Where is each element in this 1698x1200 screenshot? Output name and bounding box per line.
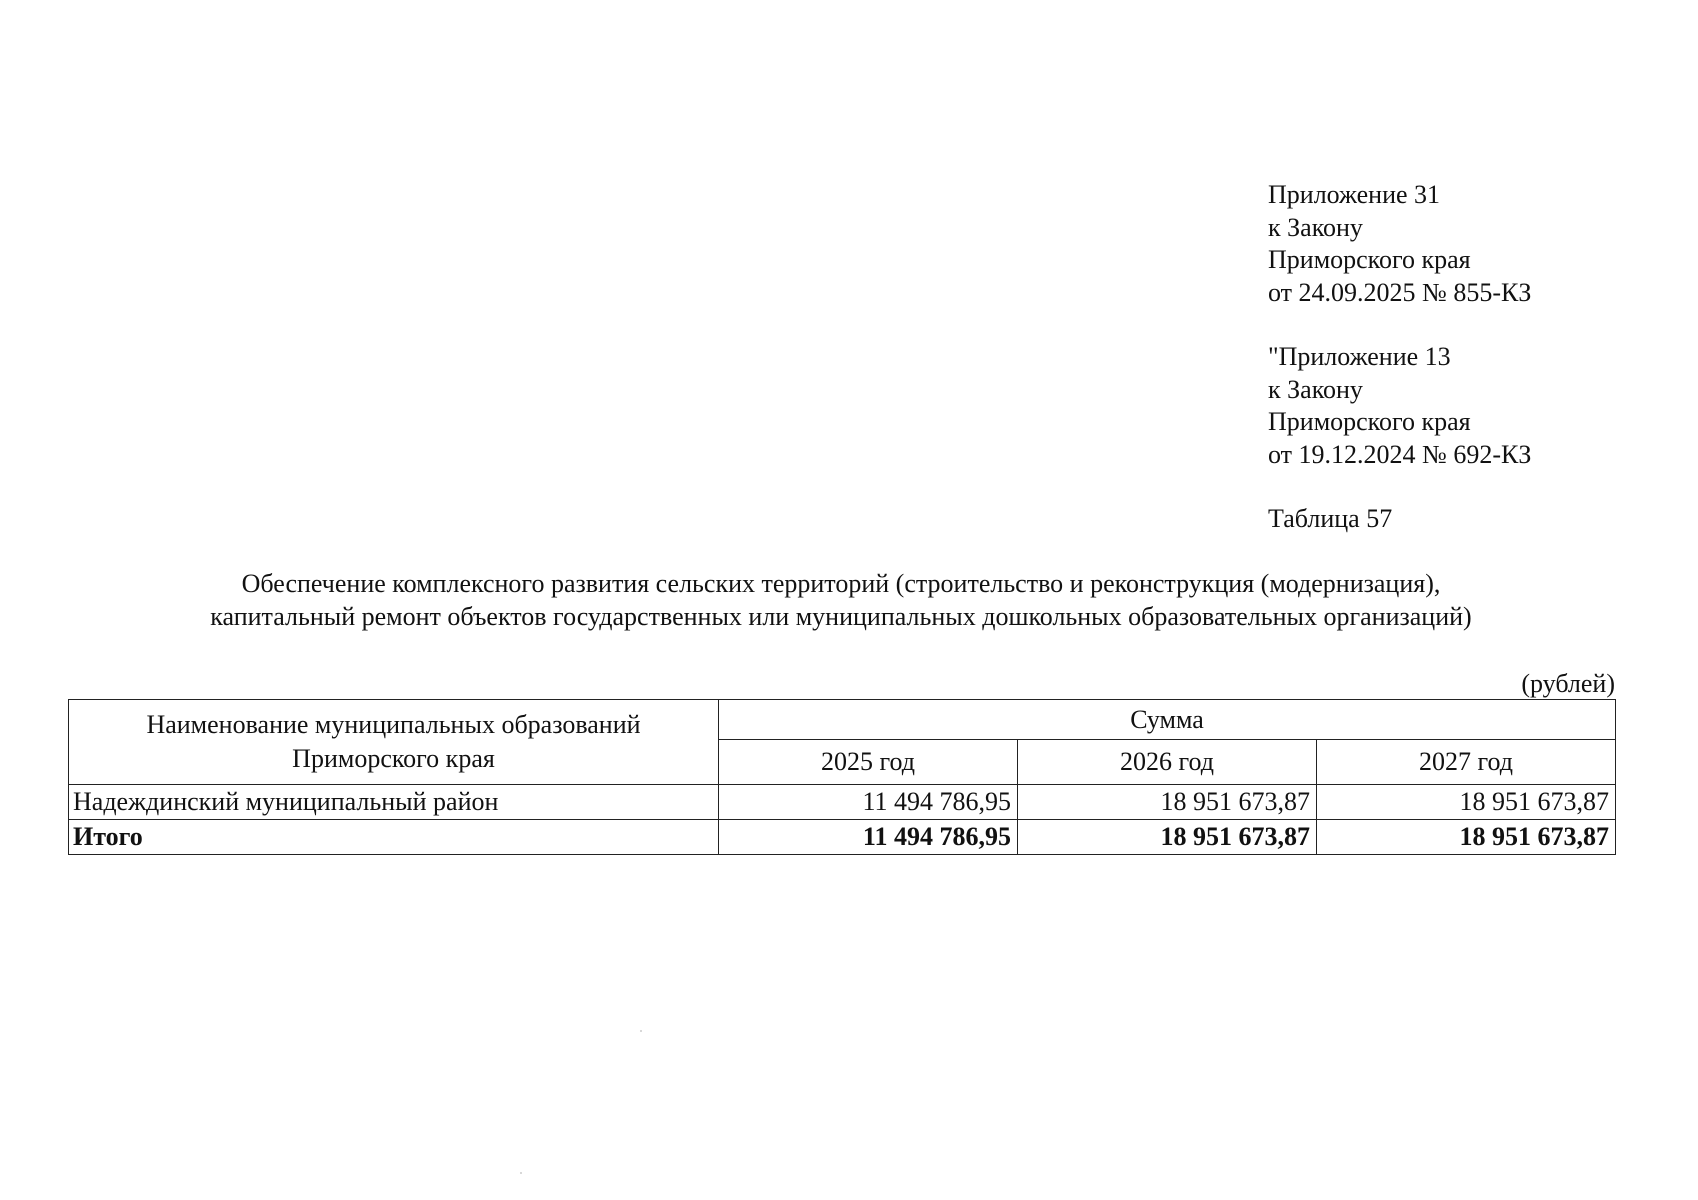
header-name-line: Наименование муниципальных образований	[146, 710, 641, 739]
document-title	[68, 567, 1614, 633]
header-sum: Сумма	[719, 700, 1616, 740]
row-municipality-name: Надеждинский муниципальный район	[69, 785, 719, 820]
table-number: Таблица 57	[1268, 504, 1393, 533]
header-municipality-name	[69, 700, 719, 785]
header-year-2026: 2026 год	[1018, 740, 1317, 785]
row-value-2025: 11 494 786,95	[719, 785, 1018, 820]
total-value-2027: 18 951 673,87	[1317, 820, 1616, 855]
scan-speck	[520, 1172, 522, 1174]
title-line: Обеспечение комплексного развития сельских территорий (строительство и реконструкция (модернизация),	[241, 569, 1441, 598]
row-value-2026: 18 951 673,87	[1018, 785, 1317, 820]
header-year-2025: 2025 год	[719, 740, 1018, 785]
total-label: Итого	[69, 820, 719, 855]
unit-label: (рублей)	[1521, 669, 1615, 698]
row-value-2027: 18 951 673,87	[1317, 785, 1616, 820]
attachment-original-block	[1268, 341, 1531, 471]
table-row	[69, 785, 1616, 820]
attachment-line: к Закону	[1268, 374, 1363, 404]
total-value-2025: 11 494 786,95	[719, 820, 1018, 855]
table-header-row	[69, 700, 1616, 740]
attachment-line: Приморского края	[1268, 245, 1471, 274]
attachment-current-block	[1268, 179, 1531, 309]
budget-table	[68, 699, 1616, 855]
attachment-line: от 19.12.2024 № 692-КЗ	[1268, 439, 1532, 469]
header-name-line: Приморского края	[292, 744, 495, 773]
header-year-2027: 2027 год	[1317, 740, 1616, 785]
table-total-row	[69, 820, 1616, 855]
attachment-line: "Приложение 13	[1268, 342, 1451, 371]
scan-speck	[640, 1030, 642, 1032]
attachment-line: Приморского края	[1268, 407, 1471, 436]
total-value-2026: 18 951 673,87	[1018, 820, 1317, 855]
attachment-line: от 24.09.2025 № 855-КЗ	[1268, 277, 1532, 307]
attachment-line: к Закону	[1268, 212, 1363, 242]
title-line: капитальный ремонт объектов государственных или муниципальных дошкольных образовательных организаций)	[210, 602, 1472, 631]
attachment-line: Приложение 31	[1268, 180, 1441, 209]
